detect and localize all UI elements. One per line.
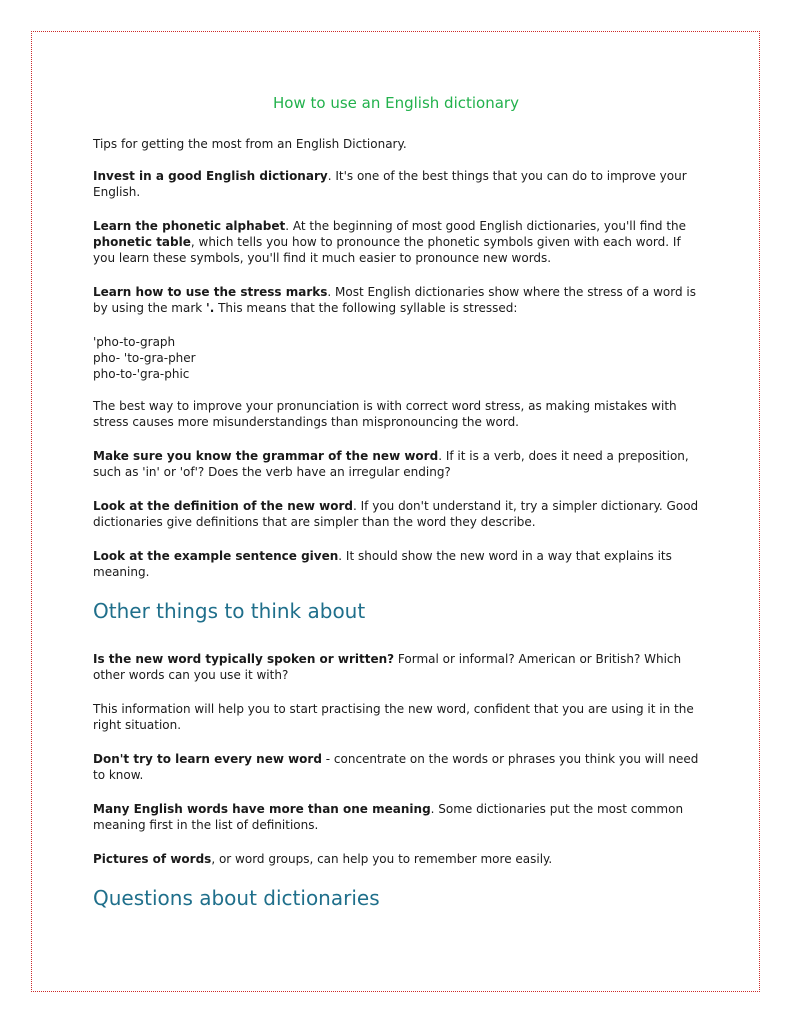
tip-grammar-bold: Make sure you know the grammar of the new word <box>93 449 439 463</box>
other-every-word-text: - concentrate on the words or phrases you think you will need to know. <box>93 752 699 782</box>
tip-example-text: . It should show the new word in a way that explains its meaning. <box>93 549 672 579</box>
other-pictures <box>93 851 699 867</box>
tip-phonetic-text-2: , which tells you how to pronounce the phonetic symbols given with each word. If you learn these symbols, you'll find it much easier to pronounce new words. <box>93 235 681 265</box>
other-spoken-written-text: Formal or informal? American or British? Which other words can you use it with? <box>93 652 682 682</box>
tip-phonetic-text: . At the beginning of most good English dictionaries, you'll find the <box>285 219 687 233</box>
tip-stress-text-2: This means that the following syllable is stressed: <box>214 301 518 315</box>
stress-note: The best way to improve your pronunciation is with correct word stress, as making mistakes with stress causes more misunderstandings than mispronouncing the word. <box>93 399 677 429</box>
tip-grammar-text: . If it is a verb, does it need a preposition, such as 'in' or 'of'? Does the verb have an irregular ending? <box>93 449 689 479</box>
stress-example: pho- 'to-gra-pher <box>93 351 196 365</box>
tip-definition-text: . If you don't understand it, try a simpler dictionary. Good dictionaries give definitions that are simpler than the word they describe. <box>93 499 699 529</box>
document-body <box>93 92 699 911</box>
tip-grammar <box>93 448 699 480</box>
tip-example-bold: Look at the example sentence given <box>93 549 339 563</box>
tip-invest-text: . It's one of the best things that you can do to improve your English. <box>93 169 687 199</box>
intro-paragraph: Tips for getting the most from an English Dictionary. <box>93 137 407 151</box>
tip-stress <box>93 284 699 316</box>
stress-mark: '. <box>206 301 215 315</box>
stress-example: pho-to-'gra-phic <box>93 367 190 381</box>
tip-definition <box>93 498 699 530</box>
tip-invest-bold: Invest in a good English dictionary <box>93 169 328 183</box>
other-meaning <box>93 801 699 833</box>
heading-other-things: Other things to think about <box>93 599 366 623</box>
stress-example: 'pho-to-graph <box>93 335 176 349</box>
tip-example <box>93 548 699 580</box>
tip-definition-bold: Look at the definition of the new word <box>93 499 354 513</box>
other-meaning-text: . Some dictionaries put the most common meaning first in the list of definitions. <box>93 802 684 832</box>
document-title: How to use an English dictionary <box>273 94 519 112</box>
other-spoken-written-bold: Is the new word typically spoken or written? <box>93 652 395 666</box>
other-every-word <box>93 751 699 783</box>
other-every-word-bold: Don't try to learn every new word <box>93 752 322 766</box>
other-pictures-bold: Pictures of words <box>93 852 212 866</box>
tip-stress-text: . Most English dictionaries show where the stress of a word is by using the mark <box>93 285 696 315</box>
other-pictures-text: , or word groups, can help you to remember more easily. <box>211 852 553 866</box>
tip-phonetic <box>93 218 699 266</box>
other-meaning-bold: Many English words have more than one meaning <box>93 802 431 816</box>
heading-questions: Questions about dictionaries <box>93 886 380 910</box>
tip-invest <box>93 168 699 200</box>
tip-stress-bold: Learn how to use the stress marks <box>93 285 328 299</box>
tip-phonetic-bold: Learn the phonetic alphabet <box>93 219 286 233</box>
other-practising-note: This information will help you to start practising the new word, confident that you are using it in the right situation. <box>93 702 694 732</box>
stress-examples <box>93 334 699 382</box>
other-spoken-written <box>93 651 699 683</box>
tip-phonetic-table-bold: phonetic table <box>93 235 191 249</box>
